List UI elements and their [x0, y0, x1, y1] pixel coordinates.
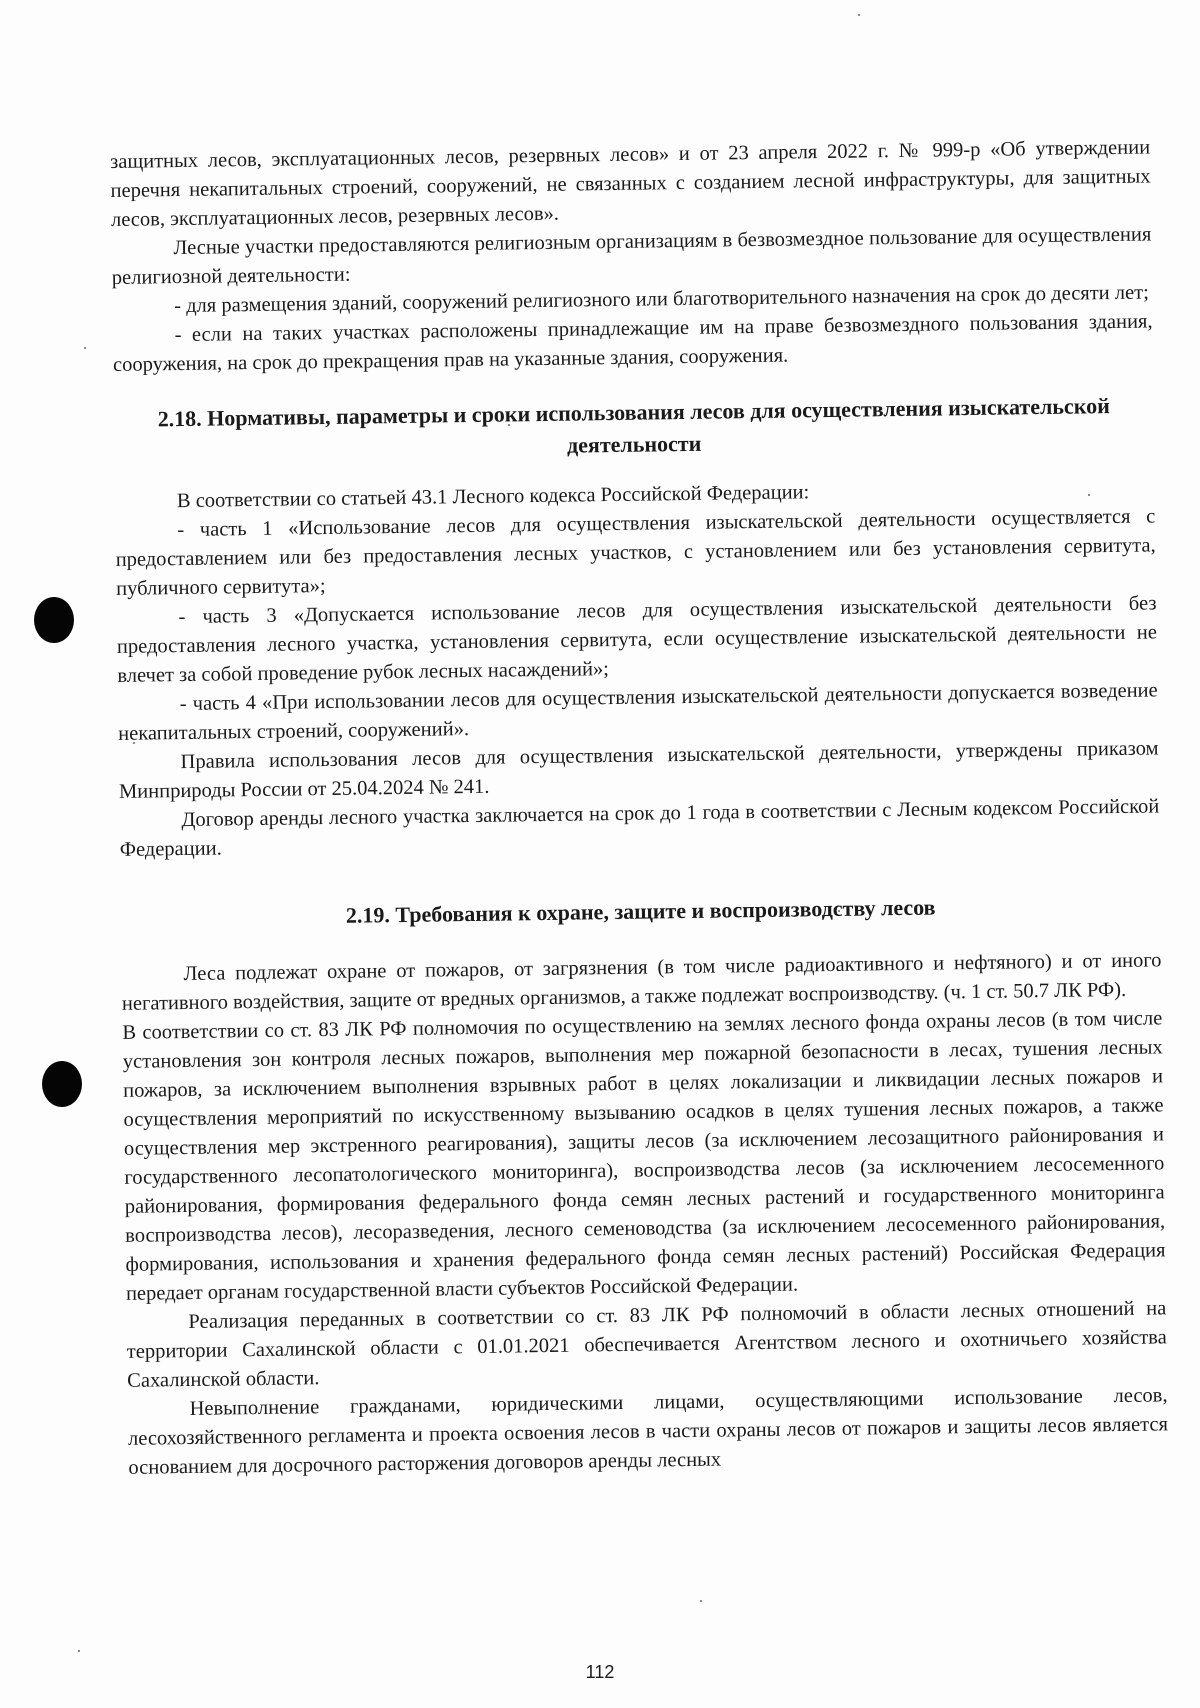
punch-hole-lower: [42, 1061, 82, 1107]
paragraph-article-83-powers: В соответствии со ст. 83 ЛК РФ полномочия по осуществлению на землях лесного фонда охраны лесов (в том числе установления зон контроля лесных пожаров, выполнения мер пожарной безопасности в лесах, тушения лесных пожаров, за исключением выполнения взрывных работ в целях локализации и ликвидации лесных пожаров и осуществления мероприятий по искусственному вызыванию осадков в целях тушения лесных пожаров, а также осуществления мер экстренного реагирования), защиты лесов (за исключением лесозащитного районирования и государственного лесопатологического мониторинга), воспроизводства лесов (за исключением лесосеменного районирования, формирования федерального фонда семян лесных растений и государственного мониторинга воспроизводства лесов), лесоразведения, лесного семеноводства (за исключением лесосеменного районирования, формирования, использования и хранения федерального фонда семян лесных растений) Российская Федерация передает органам государственной власти субъектов Российской Федерации.: [122, 1007, 1166, 1305]
paragraph-rules-approved: Правила использования лесов для осуществления изыскательской деятельности, утверждены приказом Минприроды России от 25.04.2024 № 241.: [118, 737, 1159, 803]
paragraph-article-43-1: В соответствии со статьей 43.1 Лесного кодекса Российской Федерации:: [176, 481, 810, 513]
paragraph-non-compliance: Невыполнение гражданами, юридическими лицами, осуществляющими использование лесов, лесохозяйственного регламента и проекта освоения лесов в части охраны лесов от пожаров и защиты лесов является основанием для досрочного расторжения договоров аренды лесных: [127, 1384, 1169, 1479]
document-body: [110, 133, 1169, 1482]
paragraph-intro-continuation: защитных лесов, эксплуатационных лесов, резервных лесов» и от 23 апреля 2022 г. № 999-р «Об утверждении перечня некапитальных строений, сооружений, не связанных с созданием лесной инфраструктуры, для защитных лесов, эксплуатационных лесов, резервных лесов».: [110, 136, 1151, 231]
page-number: 112: [585, 1662, 615, 1682]
list-item-gratuitous-use: - если на таких участках расположены принадлежащие им на праве безвозмездного пользования здания, сооружения, на срок до прекращения прав на указанные здания, сооружения.: [112, 310, 1153, 376]
punch-hole-upper: [34, 597, 74, 643]
paragraph-lease-term: Договор аренды лесного участка заключается на срок до 1 года в соответствии с Лесным кодексом Российской Федерации.: [119, 795, 1160, 861]
paragraph-sakhalin-agency: Реализация переданных в соответствии со ст. 83 ЛК РФ полномочий в области лесных отношений на территории Сахалинской области с 01.01.2021 обеспечивается Агентством лесного и охотничьего хозяйства Сахалинской области.: [126, 1297, 1167, 1392]
list-item-part-4: - часть 4 «При использовании лесов для осуществления изыскательской деятельности допускается возведение некапитальных строений, сооружений».: [118, 679, 1158, 745]
section-heading-2-18: 2.18. Нормативы, параметры и сроки использования лесов для осуществления изыскательской деятельности: [157, 393, 1110, 458]
paragraph-forest-protection: Леса подлежат охране от пожаров, от загрязнения (в том числе радиоактивного и нефтяного) и от иного негативного воздействия, защите от вредных организмов, а также подлежат воспроизводству. (ч. 1 ст. 50.7 ЛК РФ).: [121, 949, 1162, 1015]
list-item-part-1: - часть 1 «Использование лесов для осуществления изыскательской деятельности осуществляется с предоставлением или без предоставления лесных участков, с установлением или без установления сервитута, публичного сервитута»;: [115, 505, 1156, 600]
scan-speck: [84, 347, 86, 349]
list-item-religious-buildings: - для размещения зданий, сооружений религиозного или благотворительного назначения на срок до десяти лет;: [174, 281, 1149, 318]
list-item-part-3: - часть 3 «Допускается использование лесов для осуществления изыскательской деятельности без предоставления лесного участка, установления сервитута, если осуществление изыскательской деятельности не влечет за собой проведение рубок лесных насаждений»;: [116, 592, 1158, 687]
scan-speck: [700, 1600, 702, 1602]
scan-speck: [858, 14, 860, 16]
paragraph-religious-organizations: Лесные участки предоставляются религиозным организациям в безвозмездное пользование для осуществления религиозной деятельности:: [111, 223, 1152, 289]
scan-speck: [78, 1650, 80, 1652]
section-heading-2-19: 2.19. Требования к охране, защите и воспроизводству лесов: [345, 894, 936, 928]
